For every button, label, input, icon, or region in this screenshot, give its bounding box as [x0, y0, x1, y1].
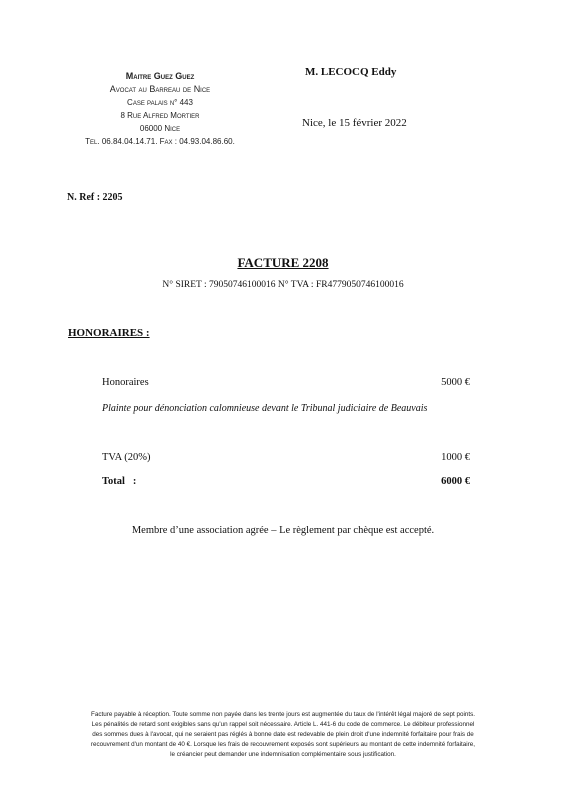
fees-row — [102, 377, 470, 388]
reference-number: N. Ref : 2205 — [67, 192, 123, 203]
service-description: Plainte pour dénonciation calomnieuse devant le Tribunal judiciaire de Beauvais — [102, 403, 428, 414]
fees-amount: 5000 € — [441, 377, 470, 388]
section-title-fees: HONORAIRES : — [68, 327, 150, 339]
sender-address-line2: 8 Rue Alfred Mortier — [120, 111, 200, 120]
footer-line: Facture payable à réception. Toute somme non payée dans les trente jours est augmentée du taux de l'intérêt légal majoré de sept points. — [90, 711, 476, 718]
vat-amount: 1000 € — [441, 452, 470, 463]
footer-line: des sommes dues à l'avocat, qui ne seraient pas réglés à bonne date est redevable de plein droit d'une indemnité forfaitaire pour frais de — [92, 731, 474, 738]
fees-label: Honoraires — [102, 377, 149, 388]
sender-phone-fax: Tel. 06.84.04.14.71. Fax : 04.93.04.86.60. — [85, 137, 235, 146]
total-amount: 6000 € — [441, 476, 470, 487]
vat-label: TVA (20%) — [102, 452, 151, 463]
footer-line: Les pénalités de retard sont exigibles sans qu'un rappel soit nécessaire. Article L. 441-6 du code de commerce. Le débiteur professionnel — [91, 721, 475, 728]
total-row — [102, 476, 470, 487]
sender-block — [60, 70, 260, 148]
footer-line: recouvrement d'un montant de 40 €. Lorsque les frais de recouvrement exposés sont supérieurs au montant de cette indemnité forfaitaire, — [90, 741, 476, 748]
invoice-title: FACTURE 2208 — [237, 255, 329, 270]
footer-line: le créancier peut demander une indemnisation complémentaire sous justification. — [170, 751, 396, 758]
sender-address-line1: Case palais n° 443 — [127, 98, 193, 107]
recipient-name: M. LECOCQ Eddy — [305, 66, 397, 78]
sender-name: Maitre Guez Guez — [125, 71, 195, 81]
membership-note: Membre d’une association agrée – Le règlement par chèque est accepté. — [131, 525, 435, 536]
vat-row — [102, 452, 470, 463]
company-identifiers: N° SIRET : 79050746100016 N° TVA : FR4779050746100016 — [162, 280, 404, 290]
total-label: Total : — [102, 476, 137, 487]
sender-title: Avocat au Barreau de Nice — [109, 84, 211, 94]
legal-footer — [50, 710, 516, 760]
invoice-date: Nice, le 15 février 2022 — [302, 117, 407, 129]
sender-address-line3: 06000 Nice — [139, 124, 181, 133]
